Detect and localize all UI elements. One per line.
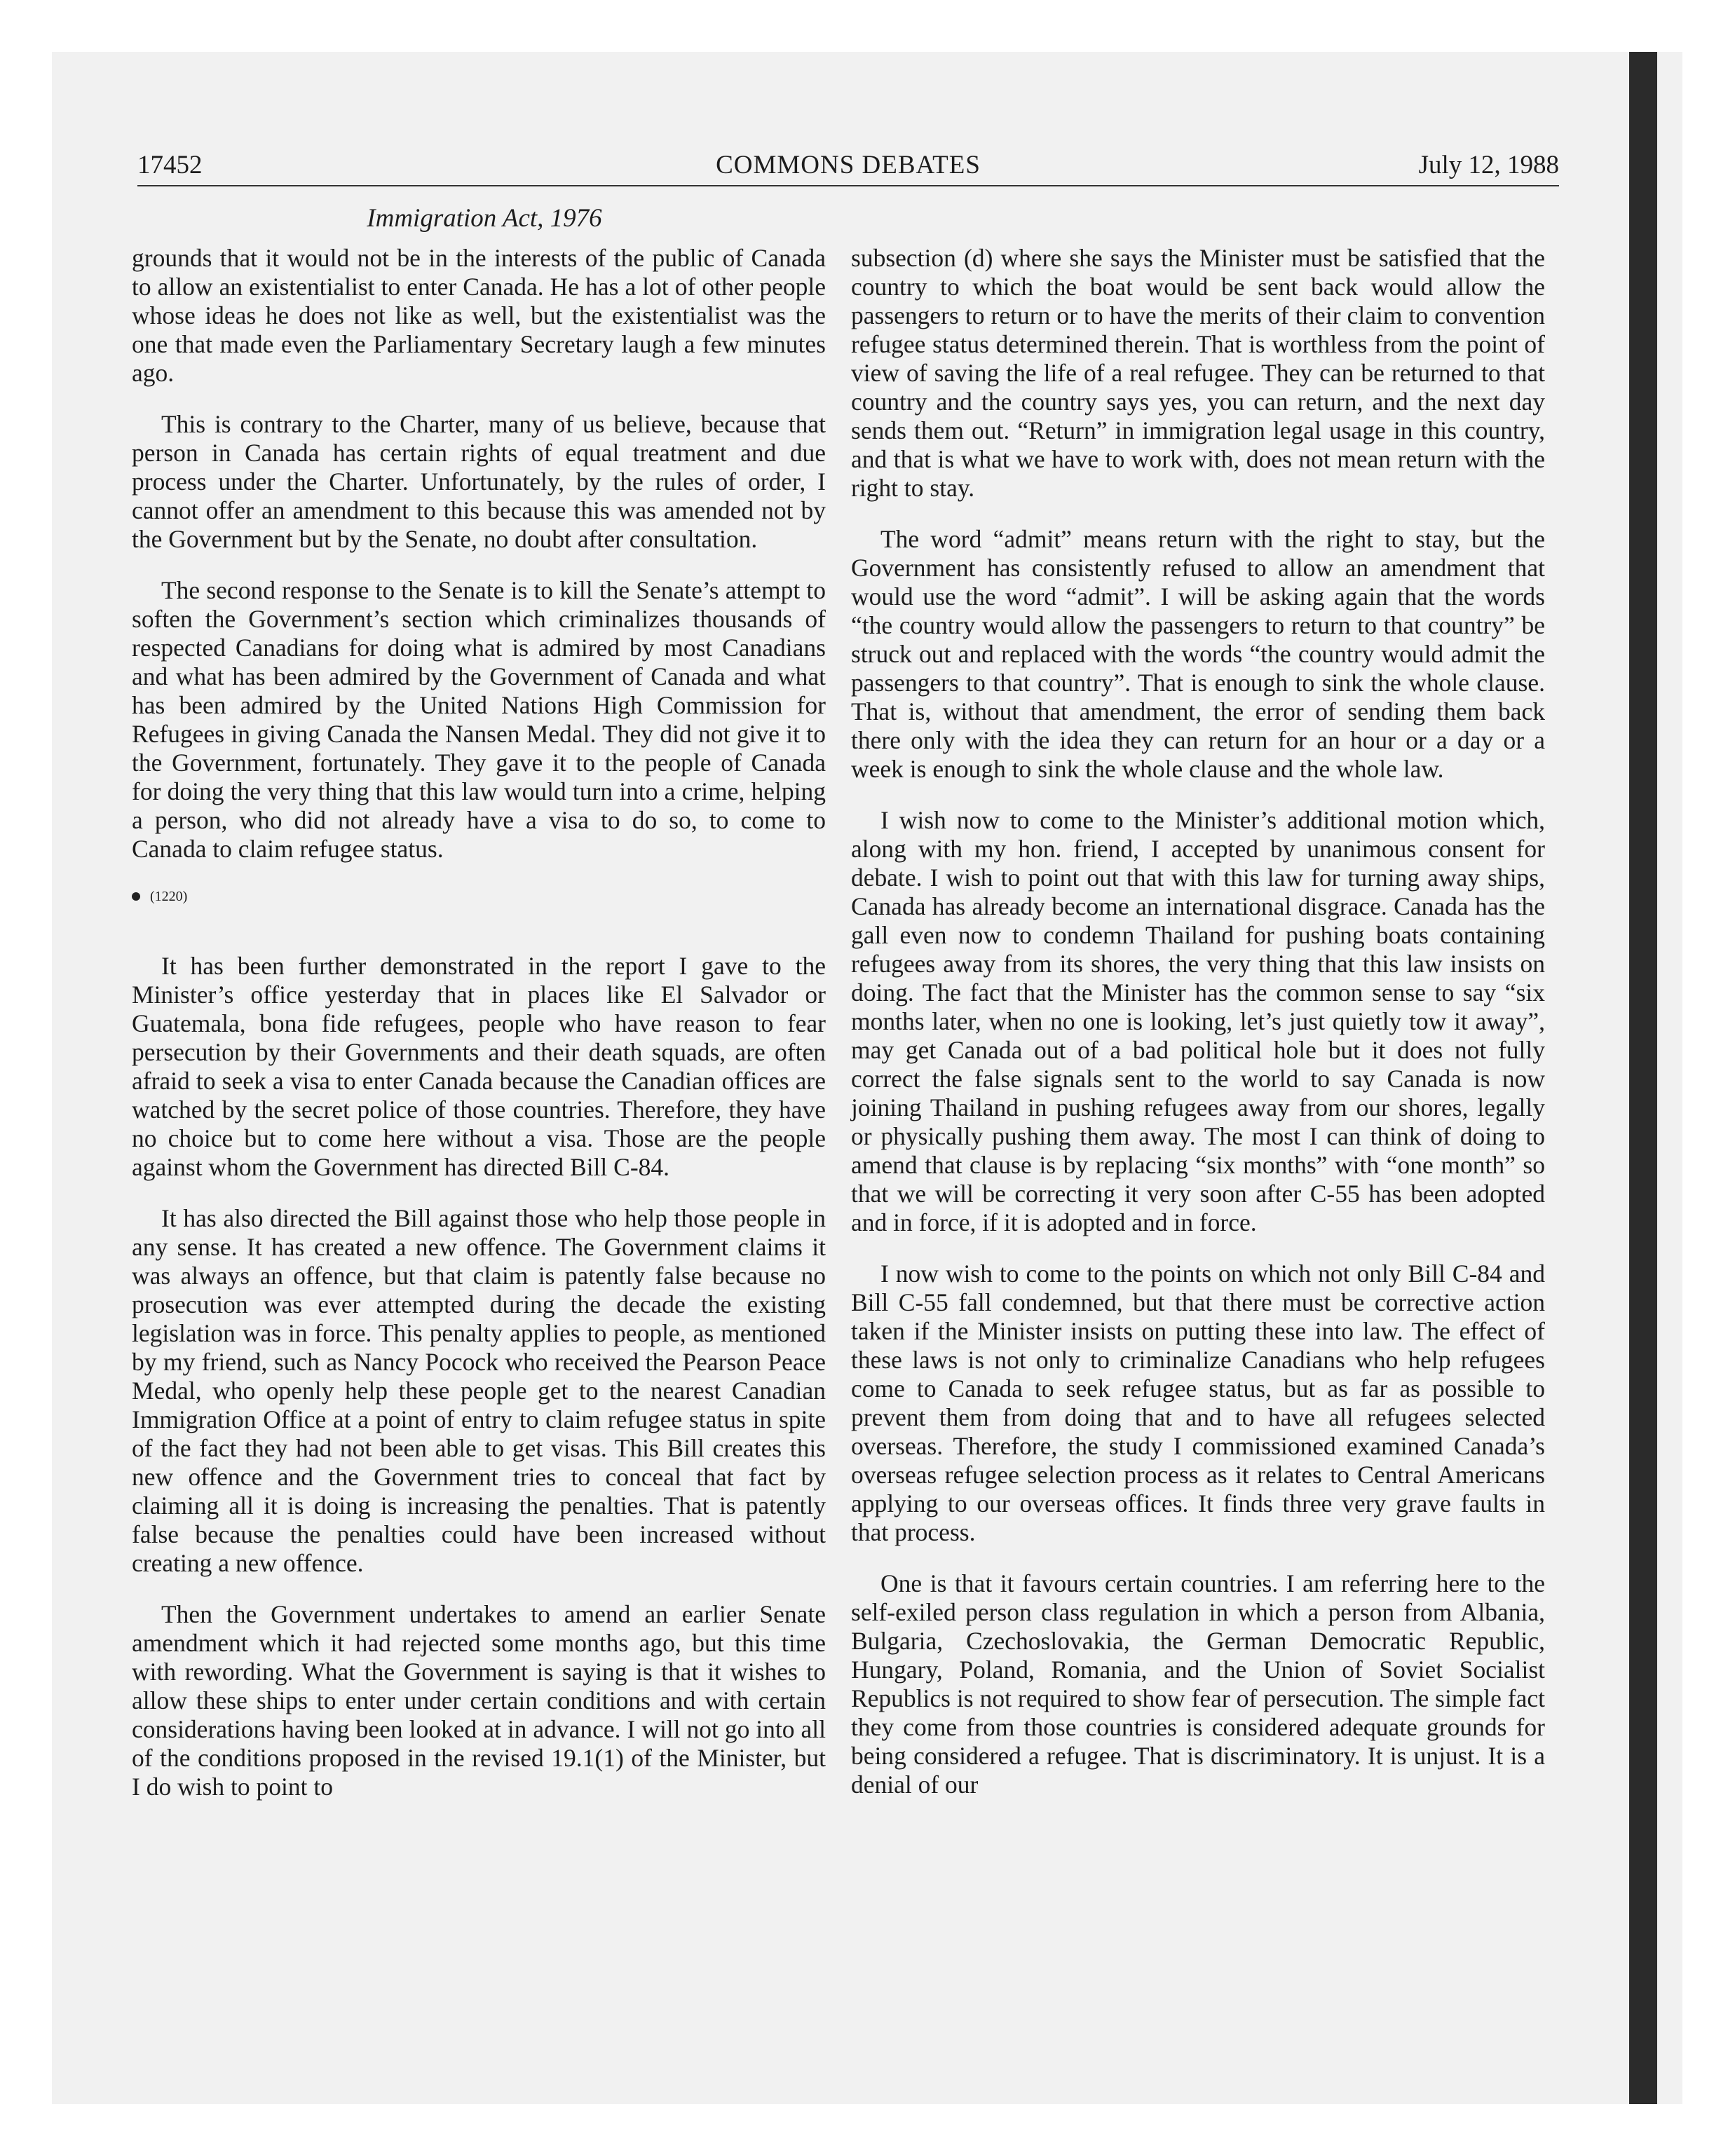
paragraph: It has been further demonstrated in the report I gave to the Minister’s office yesterday that in places like El Salvador or Guatemala, bona fide refugees, people who have reason to fear persecution by their Governments and their death squads, are often afraid to seek a visa to enter Canada because the Canadian offices are watched by the secret police of those countries. Therefore, they have no choice but to come here without a visa. Those are the people against whom the Government has directed Bill C-84. (132, 952, 826, 1181)
scan-edge-bar (1629, 52, 1657, 2104)
paragraph: I now wish to come to the points on which not only Bill C-84 and Bill C-55 fall condemned, but that there must be corrective action taken if the Minister insists on putting these into law. The effect of these laws is not only to criminalize Canadians who help refugees come to Canada to seek refugee status, but as far as possible to prevent them from doing that and to have all refugees selected overseas. Therefore, the study I commissioned examined Canada’s overseas refugee selection process as it relates to Central Americans applying to our overseas offices. It finds three very grave faults in that process. (851, 1260, 1545, 1546)
section-title: Immigration Act, 1976 (367, 204, 602, 233)
paragraph: One is that it favours certain countries. I am referring here to the self-exiled person class regulation in which a person from Albania, Bulgaria, Czechoslovakia, the German Democratic Republic, Hungary, Poland, Romania, and the Union of Soviet Socialist Republics is not required to show fear of persecution. The simple fact they come from those countries is considered adequate grounds for being considered a refugee. That is discriminatory. It is unjust. It is a denial of our (851, 1569, 1545, 1799)
paragraph: grounds that it would not be in the interests of the public of Canada to allow an existentialist to enter Canada. He has a lot of other people whose ideas he does not like as well, but the existentialist was the one that made even the Parliamentary Secretary laugh a few minutes ago. (132, 244, 826, 387)
paragraph: I wish now to come to the Minister’s additional motion which, along with my hon. friend, I accepted by unanimous consent for debate. I wish to point out that with this law for turning away ships, Canada has already become an international disgrace. Canada has the gall even now to condemn Thailand for pushing boats containing refugees away from its shores, the very thing that this law insists on doing. The fact that the Minister has the common sense to say “six months later, when no one is looking, let’s just quietly tow it away”, may get Canada out of a bad political hole but it does not fully correct the false signals sent to the world to say Canada is now joining Thailand in pushing refugees away from our shores, legally or physically pushing them away. The most I can think of doing to amend that clause is by replacing “six months” with “one month” so that we will be correcting it very soon after C-55 has been adopted and in force, if it is adopted and in force. (851, 806, 1545, 1236)
paragraph: Then the Government undertakes to amend an earlier Senate amendment which it had rejected some months ago, but this time with rewording. What the Government is saying is that it wishes to allow these ships to enter under certain conditions and with certain considerations having been looked at in advance. I will not go into all of the conditions proposed in the revised 19.1(1) of the Minister, but I do wish to point to (132, 1600, 826, 1801)
paragraph: It has also directed the Bill against those who help those people in any sense. It has created a new offence. The Government claims it was always an offence, but that claim is patently false because no prosecution was ever attempted during the decade the existing legislation was in force. This penalty applies to people, as mentioned by my friend, such as Nancy Pocock who received the Pearson Peace Medal, who openly help these people get to the nearest Canadian Immigration Office at a point of entry to claim refugee status in spite of the fact they had not been able to get visas. This Bill creates this new offence and the Government tries to conceal that fact by claiming all it is doing is increasing the penalties. That is patently false because the penalties could have been increased without creating a new offence. (132, 1204, 826, 1577)
page-number: 17452 (137, 151, 203, 179)
header-rule (137, 185, 1559, 186)
paragraph: The word “admit” means return with the right to stay, but the Government has consistently refused to allow an amendment that would use the word “admit”. I will be asking again that the words “the country would allow the passengers to return to that country” be struck out and replaced with the words “the country would admit the passengers to that country”. That is enough to sink the whole clause. That is, without that amendment, the error of sending them back there only with the idea they can return for an hour or a day or a week is enough to sink the whole clause and the whole law. (851, 525, 1545, 783)
time-marker-text: (1220) (150, 889, 188, 904)
paragraph: The second response to the Senate is to kill the Senate’s attempt to soften the Government’s section which criminalizes thousands of respected Canadians for doing what is admired by most Canadians and what has been admired by the Government of Canada and what has been admired by the United Nations High Commission for Refugees in giving Canada the Nansen Medal. They did not give it to the Government, fortunately. They gave it to the people of Canada for doing the very thing that this law would turn into a crime, helping a person, who did not already have a visa to do so, to come to Canada to claim refugee status. (132, 576, 826, 863)
page-header (137, 147, 1559, 184)
header-date: July 12, 1988 (1418, 151, 1559, 179)
bullet-icon (132, 892, 140, 901)
right-column (851, 244, 1545, 1822)
journal-title: COMMONS DEBATES (716, 151, 981, 179)
time-marker (132, 886, 826, 907)
paragraph: subsection (d) where she says the Minister must be satisfied that the country to which the boat would be sent back would allow the passengers to return or to have the merits of their claim to convention refugee status determined therein. That is worthless from the point of view of saving the life of a real refugee. They can be returned to that country and the country says yes, you can return, and the next day sends them out. “Return” in immigration legal usage in this country, and that is what we have to work with, does not mean return with the right to stay. (851, 244, 1545, 502)
paragraph: This is contrary to the Charter, many of us believe, because that person in Canada has certain rights of equal treatment and due process under the Charter. Unfortunately, by the rules of order, I cannot offer an amendment to this because this was amended not by the Government but by the Senate, no doubt after consultation. (132, 410, 826, 553)
left-column (132, 244, 826, 1824)
